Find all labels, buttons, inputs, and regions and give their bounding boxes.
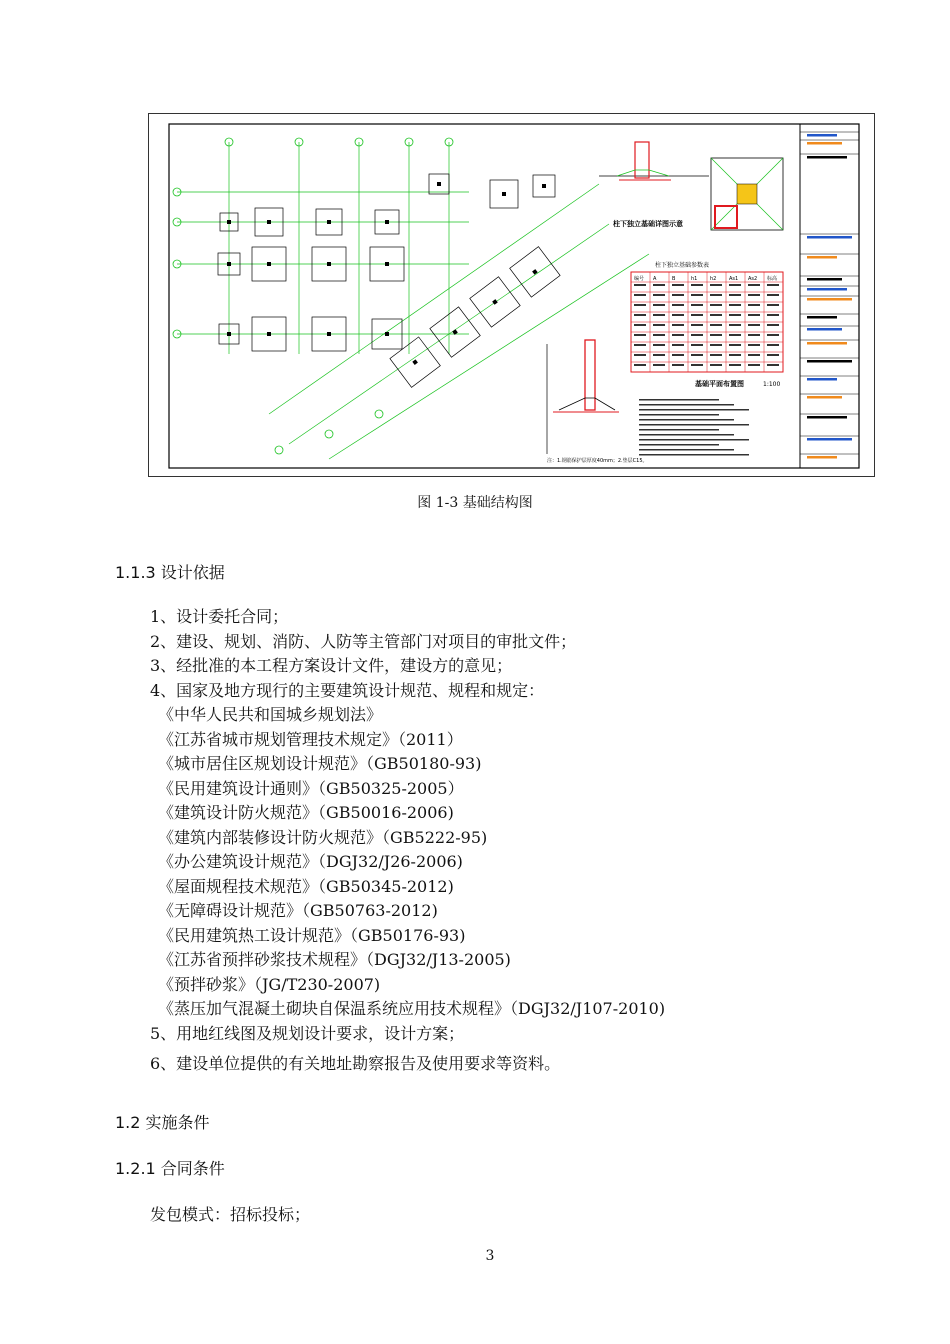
column bbox=[502, 192, 506, 196]
column bbox=[267, 262, 271, 266]
column bbox=[437, 182, 441, 186]
table-cell bbox=[748, 304, 760, 306]
table-cell bbox=[634, 334, 646, 336]
column bbox=[385, 220, 389, 224]
title-block-bars bbox=[800, 132, 859, 459]
title-block-text bbox=[807, 328, 842, 331]
table-cell bbox=[767, 354, 779, 356]
table-cell bbox=[653, 284, 665, 286]
section-1-2-title: 1.2 实施条件 bbox=[115, 1113, 210, 1132]
section-1-2-1-title: 1.2.1 合同条件 bbox=[115, 1159, 225, 1178]
title-block-text bbox=[807, 416, 847, 419]
table-header-cell: 编号 bbox=[634, 276, 645, 282]
standard-item: 《无障碍设计规范》（GB50763-2012) bbox=[158, 901, 438, 920]
table-cell bbox=[634, 364, 646, 366]
standard-item: 《中华人民共和国城乡规划法》 bbox=[158, 705, 383, 724]
note-line bbox=[639, 419, 734, 421]
title-block-text bbox=[807, 360, 852, 363]
table-cell bbox=[691, 324, 703, 326]
table-header-cell: As1 bbox=[729, 276, 739, 282]
title-block-text bbox=[807, 278, 842, 281]
table-cell bbox=[672, 334, 684, 336]
table-cell bbox=[672, 364, 684, 366]
table-cell bbox=[691, 354, 703, 356]
table-cell bbox=[634, 284, 646, 286]
grid-line bbox=[269, 184, 599, 414]
table-cell bbox=[672, 304, 684, 306]
standard-item: 《办公建筑设计规范》（DGJ32/J26-2006) bbox=[158, 852, 463, 871]
contract-mode-text: 发包模式：招标投标； bbox=[150, 1205, 311, 1224]
table-cell bbox=[710, 314, 722, 316]
table-cell bbox=[691, 364, 703, 366]
table-cell bbox=[767, 284, 779, 286]
table-cell bbox=[653, 354, 665, 356]
table-cell bbox=[729, 294, 741, 296]
table-cell bbox=[691, 344, 703, 346]
title-block-text bbox=[807, 438, 852, 441]
table-cell bbox=[653, 314, 665, 316]
table-cell bbox=[710, 364, 722, 366]
title-block-text bbox=[807, 156, 847, 159]
table-cell bbox=[634, 314, 646, 316]
standard-item: 《建筑设计防火规范》（GB50016-2006) bbox=[158, 803, 454, 822]
note-line bbox=[639, 399, 719, 401]
table-cell bbox=[653, 304, 665, 306]
table-cell bbox=[767, 364, 779, 366]
list-item: 2、建设、规划、消防、人防等主管部门对项目的审批文件； bbox=[150, 631, 577, 651]
table-cell bbox=[729, 284, 741, 286]
table-cell bbox=[748, 314, 760, 316]
table-cell bbox=[653, 334, 665, 336]
table-cell bbox=[729, 354, 741, 356]
title-block-text bbox=[807, 256, 837, 259]
column bbox=[227, 220, 231, 224]
table-cell bbox=[710, 284, 722, 286]
note-line bbox=[639, 429, 719, 431]
note-line bbox=[639, 434, 734, 436]
table-cell bbox=[691, 334, 703, 336]
column bbox=[385, 332, 389, 336]
table-cell bbox=[729, 344, 741, 346]
rotated-footings bbox=[390, 247, 560, 388]
column bbox=[327, 220, 331, 224]
table-cell bbox=[653, 324, 665, 326]
title-block-text bbox=[807, 396, 842, 399]
table-cell bbox=[672, 354, 684, 356]
title-block-text bbox=[807, 288, 847, 291]
note-line bbox=[639, 439, 749, 441]
table-header-cell: h2 bbox=[710, 276, 717, 282]
figure-caption: 图 1-3 基础结构图 bbox=[417, 495, 533, 511]
table-cell bbox=[710, 324, 722, 326]
column bbox=[327, 262, 331, 266]
standard-item: 《城市居住区规划设计规范》（GB50180-93) bbox=[158, 754, 482, 773]
column bbox=[227, 332, 231, 336]
title-block-text bbox=[807, 134, 837, 137]
table-cell bbox=[672, 324, 684, 326]
table-cell bbox=[729, 324, 741, 326]
table-cell bbox=[672, 314, 684, 316]
table-header-cell: 标高 bbox=[767, 276, 778, 282]
table-cell bbox=[653, 364, 665, 366]
standard-item: 《民用建筑热工设计规范》（GB50176-93) bbox=[158, 925, 466, 945]
table-cell bbox=[710, 334, 722, 336]
table-cell bbox=[748, 284, 760, 286]
column bbox=[542, 184, 546, 188]
detail-title: 柱下独立基础详图示意 bbox=[613, 220, 683, 228]
table-cell bbox=[748, 364, 760, 366]
title-block-text bbox=[807, 236, 852, 239]
table-cell bbox=[748, 344, 760, 346]
design-basis-list bbox=[150, 605, 665, 1077]
column bbox=[412, 359, 418, 365]
table-header-cell: A bbox=[653, 276, 657, 282]
table-cell bbox=[748, 294, 760, 296]
table-cell bbox=[672, 294, 684, 296]
table-title: 柱下独立基础参数表 bbox=[655, 262, 710, 269]
table-cell bbox=[710, 304, 722, 306]
table-cell bbox=[691, 284, 703, 286]
footing-plan-detail bbox=[711, 158, 783, 230]
table-cell bbox=[767, 334, 779, 336]
table-header-cell: h1 bbox=[691, 276, 698, 282]
title-block-text bbox=[807, 342, 847, 345]
table-header-cell: B bbox=[672, 276, 676, 282]
list-item: 1、设计委托合同； bbox=[150, 607, 289, 626]
table-cell bbox=[767, 324, 779, 326]
plan-title: 基础平面布置图 bbox=[695, 380, 744, 388]
standard-item: 《民用建筑设计通则》（GB50325-2005） bbox=[158, 778, 464, 798]
title-block-text bbox=[807, 142, 842, 145]
table-cell bbox=[729, 334, 741, 336]
standard-item: 《江苏省预拌砂浆技术规程》（DGJ32/J13-2005) bbox=[158, 950, 511, 969]
title-block-text bbox=[807, 456, 837, 459]
table-cell bbox=[767, 304, 779, 306]
table-cell bbox=[748, 324, 760, 326]
table-cell bbox=[672, 284, 684, 286]
table-cell bbox=[729, 364, 741, 366]
list-item: 6、建设单位提供的有关地址勘察报告及使用要求等资料。 bbox=[150, 1054, 561, 1073]
table-cell bbox=[634, 324, 646, 326]
table-cell bbox=[634, 294, 646, 296]
plan-scale: 1:100 bbox=[763, 381, 781, 388]
footing-detail-section bbox=[599, 142, 709, 228]
foundation-drawing bbox=[148, 113, 875, 477]
list-item: 4、国家及地方现行的主要建筑设计规范、规程和规定： bbox=[150, 680, 545, 700]
table-cell bbox=[710, 294, 722, 296]
table-cell bbox=[729, 314, 741, 316]
note-line bbox=[639, 414, 719, 416]
table-cell bbox=[748, 334, 760, 336]
note-line bbox=[639, 444, 719, 446]
standard-item: 《屋面规程技术规范》（GB50345-2012) bbox=[158, 876, 454, 896]
table-cell bbox=[691, 304, 703, 306]
table-cell bbox=[691, 294, 703, 296]
column bbox=[327, 332, 331, 336]
table-cell bbox=[710, 354, 722, 356]
table-cell bbox=[710, 344, 722, 346]
table-cell bbox=[653, 344, 665, 346]
list-item: 3、经批准的本工程方案设计文件，建设方的意见； bbox=[150, 656, 513, 675]
axis-bubble bbox=[375, 410, 383, 418]
section-note: 注：1.钢筋保护层厚度40mm；2.垫层C15。 bbox=[547, 458, 648, 464]
table-cell bbox=[634, 354, 646, 356]
title-block-text bbox=[807, 378, 837, 381]
page-number: 3 bbox=[485, 1248, 495, 1264]
table-cell bbox=[767, 314, 779, 316]
foundation-drawing-svg bbox=[149, 114, 874, 476]
note-line bbox=[639, 449, 734, 451]
note-line bbox=[639, 404, 734, 406]
wall-section bbox=[547, 340, 648, 464]
table-cell bbox=[634, 304, 646, 306]
column bbox=[227, 262, 231, 266]
standard-item: 《建筑内部装修设计防火规范》（GB5222-95) bbox=[158, 827, 488, 847]
axis-grid bbox=[177, 142, 649, 459]
table-cell bbox=[634, 344, 646, 346]
table-cell bbox=[729, 304, 741, 306]
parameter-table bbox=[631, 261, 783, 388]
note-line bbox=[639, 454, 749, 456]
title-block-text bbox=[807, 316, 837, 319]
title-block-text bbox=[807, 298, 852, 301]
standard-item: 《江苏省城市规划管理技术规定》（2011） bbox=[158, 729, 463, 749]
axis-bubble bbox=[325, 430, 333, 438]
table-cell bbox=[748, 354, 760, 356]
table-cell bbox=[672, 344, 684, 346]
table-cell bbox=[767, 344, 779, 346]
column bbox=[267, 220, 271, 224]
footings bbox=[218, 174, 555, 351]
table-cell bbox=[653, 294, 665, 296]
standard-item: 《预拌砂浆》（JG/T230-2007) bbox=[158, 974, 381, 994]
table-cell bbox=[767, 294, 779, 296]
note-line bbox=[639, 424, 749, 426]
table-header-cell: As2 bbox=[748, 276, 758, 282]
column bbox=[385, 262, 389, 266]
section-1-1-3-title: 1.1.3 设计依据 bbox=[115, 563, 225, 582]
design-notes bbox=[639, 399, 749, 456]
table-cell bbox=[691, 314, 703, 316]
list-item: 5、用地红线图及规划设计要求，设计方案； bbox=[150, 1023, 465, 1043]
standard-item: 《蒸压加气混凝土砌块自保温系统应用技术规程》（DGJ32/J107-2010) bbox=[158, 999, 666, 1018]
grid-line bbox=[329, 254, 649, 459]
column bbox=[267, 332, 271, 336]
axis-bubble bbox=[275, 446, 283, 454]
note-line bbox=[639, 409, 749, 411]
